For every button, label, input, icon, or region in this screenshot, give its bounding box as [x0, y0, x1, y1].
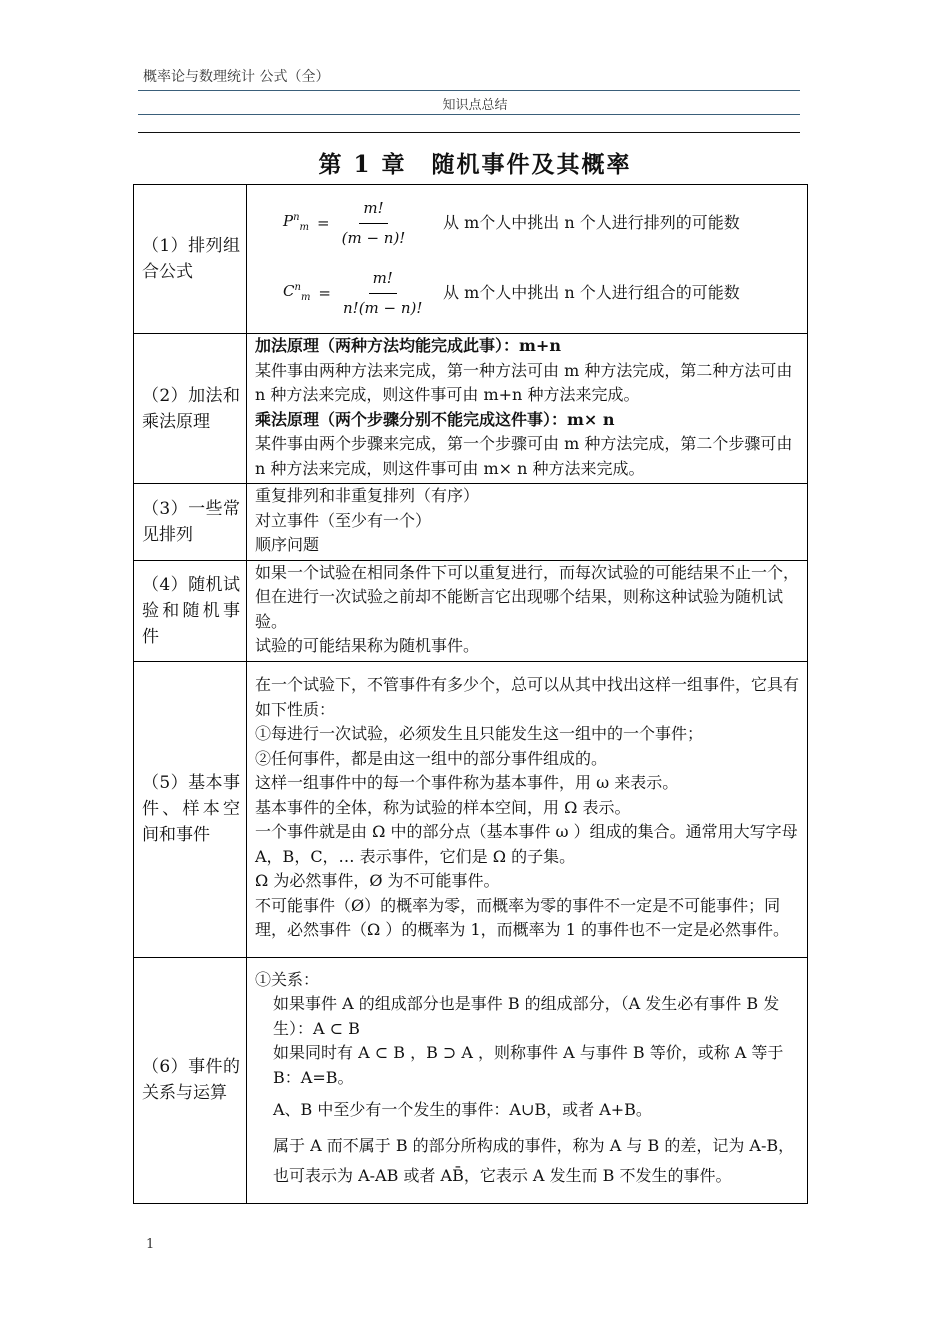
content-line: 某件事由两个步骤来完成，第一个步骤可由 m 种方法完成，第二个步骤可由 n 种方法来完成，则这件事可由 m× n 种方法来完成。: [255, 434, 793, 478]
permutation-formula: $P^n_m$ = $\frac{m!}{(m - n)!}$ 从 m个人中挑出 n 个人进行排列的可能数: [255, 188, 801, 258]
page-number: 1: [146, 1237, 155, 1252]
content-line: ①每进行一次试验，必须发生且只能发生这一组中的一个事件；: [255, 724, 704, 744]
table-row: [134, 185, 808, 334]
content-line: 顺序问题: [255, 535, 320, 554]
header-title: 概率论与数理统计 公式（全）: [143, 69, 330, 85]
header-rule-middle: [138, 114, 800, 115]
content-line: 基本事件的全体，称为试验的样本空间，用 Ω 表示。: [255, 797, 631, 817]
formula-description: 从 m个人中挑出 n 个人进行排列的可能数: [443, 212, 740, 232]
content-line: 如果一个试验在相同条件下可以重复进行，而每次试验的可能结果不止一个，但在进行一次试验之前却不能断言它出现哪个结果，则称这种试验为随机试验。: [255, 562, 800, 631]
header-rule-bottom: [138, 132, 800, 133]
content-line: 对立事件（至少有一个）: [255, 510, 432, 530]
multiplication-principle-heading: 乘法原理（两个步骤分别不能完成这件事）：m× n: [255, 409, 615, 429]
content-line: Ω 为必然事件，Ø 为不可能事件。: [255, 871, 500, 891]
row-label: （3）一些常见排列: [134, 484, 247, 561]
table-row: [134, 334, 808, 484]
content-line: 不可能事件（Ø）的概率为零，而概率为零的事件不一定是不可能事件；同理，必然事件（Ω ）的概率为 1，而概率为 1 的事件也不一定是必然事件。: [255, 895, 789, 940]
content-line: ②任何事件，都是由这一组中的部分事件组成的。: [255, 748, 608, 768]
content-line: 一个事件就是由 Ω 中的部分点（基本事件 ω ）组成的集合。通常用大写字母 A，B，C，… 表示事件，它们是 Ω 的子集。: [255, 822, 798, 866]
content-line: 这样一组事件中的每一个事件称为基本事件，用 ω 来表示。: [255, 773, 679, 793]
row-content: [247, 334, 808, 484]
row-content: [247, 957, 808, 1203]
row-content: [247, 560, 808, 661]
table-row: [134, 560, 808, 661]
content-line: 在一个试验下，不管事件有多少个，总可以从其中找出这样一组事件，它具有如下性质：: [255, 675, 800, 719]
row-label: （5）基本事件、样本空间和事件: [134, 661, 247, 957]
formula-description: 从 m个人中挑出 n 个人进行组合的可能数: [443, 282, 740, 302]
header-rule-top: [138, 90, 800, 91]
table-row: [134, 484, 808, 561]
row-content: [247, 484, 808, 561]
content-line: 试验的可能结果称为随机事件。: [255, 636, 480, 655]
row-label: （2）加法和乘法原理: [134, 334, 247, 484]
table-row: [134, 957, 808, 1203]
row-label: （4）随机试验和随机事件: [134, 560, 247, 661]
row-label: （6）事件的关系与运算: [134, 957, 247, 1203]
content-line: A、B 中至少有一个发生的事件：A∪B，或者 A+B。: [273, 1100, 652, 1119]
formula-table: [133, 184, 808, 1204]
content-line: 如果事件 A 的组成部分也是事件 B 的组成部分，（A 发生必有事件 B 发生）：A ⊂ B: [273, 994, 780, 1038]
row-content: [247, 661, 808, 957]
addition-principle-heading: 加法原理（两种方法均能完成此事）：m+n: [255, 336, 561, 355]
content-line: ①关系：: [255, 969, 320, 989]
combination-formula: $C^n_m$ = $\frac{m!}{n!(m - n)!}$ 从 m个人中挑出 n 个人进行组合的可能数: [255, 258, 801, 328]
content-line: 属于 A 而不属于 B 的部分所构成的事件，称为 A 与 B 的差，记为 A-B，也可表示为 A-AB 或者 AB̄，它表示 A 发生而 B 不发生的事件。: [273, 1135, 795, 1185]
table-row: [134, 661, 808, 957]
chapter-title: 第 1 章 随机事件及其概率: [318, 151, 632, 178]
row-label: （1）排列组合公式: [134, 185, 247, 334]
content-line: 如果同时有 A ⊂ B ，B ⊃ A ，则称事件 A 与事件 B 等价，或称 A 等于 B：A=B。: [273, 1043, 784, 1087]
row-content: [247, 185, 808, 334]
content-line: 某件事由两种方法来完成，第一种方法可由 m 种方法完成，第二种方法可由 n 种方法来完成，则这件事可由 m+n 种方法来完成。: [255, 360, 793, 404]
header-subtitle: 知识点总结: [442, 98, 508, 113]
content-line: 重复排列和非重复排列（有序）: [255, 486, 480, 505]
